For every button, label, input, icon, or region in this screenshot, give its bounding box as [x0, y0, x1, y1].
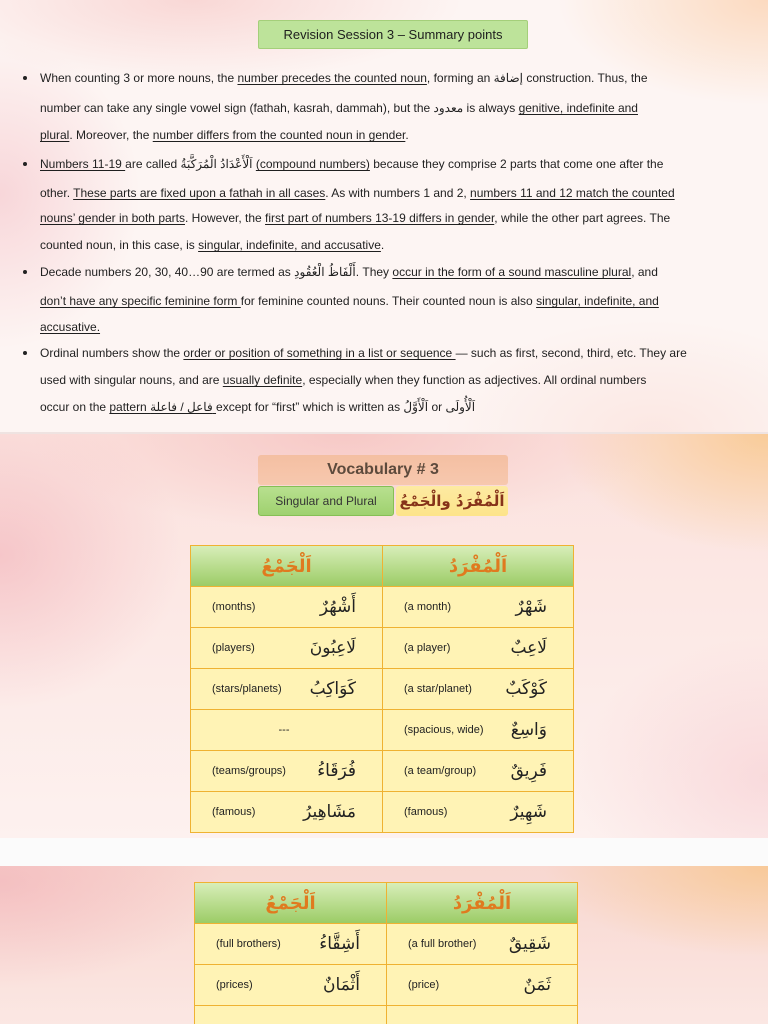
- text-run: for feminine counted nouns. Their counted noun is also: [240, 294, 537, 308]
- singular-arabic-word: فَرِيقٌ: [510, 761, 547, 781]
- singular-english-gloss: (famous): [404, 806, 448, 818]
- bullet-marker: [23, 76, 27, 80]
- underlined-phrase: usually definite: [222, 373, 303, 387]
- plural-english-gloss: (prices): [216, 979, 253, 991]
- header-singular: اَلْمُفْرَدُ: [386, 883, 577, 923]
- page-summary: [0, 0, 768, 432]
- underlined-phrase: Numbers 11-19: [40, 157, 126, 171]
- text-run: .: [405, 128, 409, 142]
- singular-arabic-word: كَوْكَبٌ: [505, 679, 547, 699]
- text-run: counted noun, in this case, is: [40, 238, 199, 252]
- bullet-marker: [23, 162, 27, 166]
- singular-cell: [386, 1006, 577, 1024]
- table-body: [191, 586, 573, 832]
- singular-cell: [382, 628, 573, 668]
- page-vocabulary: [0, 434, 768, 838]
- underlined-phrase: pattern فاعل / فاعلة: [109, 400, 217, 414]
- bullet-line: [40, 185, 675, 201]
- plural-english-gloss: (stars/planets): [212, 683, 282, 695]
- text-run: are called اَلْأَعْدَادُ الْمُرَكَّبَةُ: [125, 157, 256, 171]
- plural-english-gloss: (full brothers): [216, 938, 281, 950]
- text-run: — such as first, second, third, etc. They are: [455, 346, 687, 360]
- singular-cell: [382, 710, 573, 750]
- text-run: other.: [40, 186, 74, 200]
- bullet-line: [40, 127, 409, 143]
- plural-english-gloss: (famous): [212, 806, 256, 818]
- vocabulary-heading: Vocabulary # 3: [258, 455, 508, 485]
- bullet-line: [40, 237, 384, 253]
- plural-cell: [195, 965, 386, 1005]
- plural-cell: [195, 924, 386, 964]
- singular-english-gloss: (price): [408, 979, 440, 991]
- text-run: occur on the: [40, 400, 110, 414]
- bullet-line: [40, 372, 646, 388]
- plural-cell: [195, 1006, 386, 1024]
- bullet-line: [40, 100, 638, 116]
- table-row: [191, 586, 573, 627]
- bullet-line: [40, 210, 670, 226]
- underlined-phrase: numbers 11 and 12 match the counted: [470, 186, 675, 200]
- underlined-phrase: These parts are fixed upon a fathah in all cases: [73, 186, 326, 200]
- text-run: number can take any single vowel sign (fathah, kasrah, dammah), but the معدود is always: [40, 101, 519, 115]
- header-plural: اَلْجَمْعُ: [261, 555, 312, 577]
- text-run: Decade numbers 20, 30, 40…90 are termed as أَلْفَاظُ الْعُقُودِ. They: [40, 265, 393, 279]
- underlined-phrase: accusative.: [40, 320, 101, 334]
- plural-arabic-word: مَشَاهِيرُ: [303, 802, 356, 822]
- plural-cell: [191, 628, 382, 668]
- singular-english-gloss: (a player): [404, 642, 451, 654]
- text-run: used with singular nouns, and are: [40, 373, 223, 387]
- singular-arabic-word: لَاعِبٌ: [510, 638, 547, 658]
- plural-arabic-word: أَشِقَّاءُ: [319, 934, 360, 954]
- singular-arabic-word: شَهِيرٌ: [510, 802, 547, 822]
- underlined-phrase: genitive, indefinite and: [518, 101, 638, 115]
- plural-cell: [191, 792, 382, 832]
- singular-english-gloss: (a star/planet): [404, 683, 472, 695]
- text-run: Ordinal numbers show the: [40, 346, 184, 360]
- singular-english-gloss: (a month): [404, 601, 452, 613]
- bullet-line: [40, 399, 475, 415]
- singular-english-gloss: (a team/group): [404, 765, 477, 777]
- underlined-phrase: number differs from the counted noun in gender: [152, 128, 406, 142]
- text-run: .: [380, 238, 385, 252]
- vocabulary-table: [194, 882, 578, 1024]
- plural-english-gloss: (teams/groups): [212, 765, 286, 777]
- text-run: . However, the: [185, 211, 266, 225]
- table-row: [191, 709, 573, 750]
- plural-english-gloss: ---: [278, 724, 290, 736]
- text-run: , while the other part agrees. The: [494, 211, 671, 225]
- summary-title: Revision Session 3 – Summary points: [258, 20, 528, 49]
- plural-arabic-word: أَثْمَانٌ: [323, 975, 360, 995]
- header-plural: اَلْجَمْعُ: [265, 892, 316, 914]
- plural-arabic-word: كَوَاكِبُ: [309, 679, 356, 699]
- text-run: , and: [631, 265, 658, 279]
- vocabulary-table: [190, 545, 574, 833]
- underlined-phrase: plural: [40, 128, 70, 142]
- underlined-phrase: nouns’ gender in both parts: [40, 211, 185, 225]
- plural-arabic-word: أَشْهُرٌ: [319, 597, 356, 617]
- table-row: [195, 964, 577, 1005]
- plural-cell: [191, 751, 382, 791]
- underlined-phrase: order or position of something in a list or sequence: [183, 346, 456, 360]
- plural-english-gloss: (months): [212, 601, 256, 613]
- singular-arabic-word: ثَمَنٌ: [523, 975, 551, 995]
- plural-cell: [191, 669, 382, 709]
- table-body: [195, 923, 577, 1005]
- bullet-line: [40, 70, 648, 86]
- singular-english-gloss: (spacious, wide): [404, 724, 484, 736]
- text-run: . Moreover, the: [69, 128, 153, 142]
- singular-cell: [382, 587, 573, 627]
- singular-arabic-word: شَهْرٌ: [515, 597, 547, 617]
- bullet-line: [40, 264, 658, 280]
- plural-english-gloss: (players): [212, 642, 255, 654]
- page-vocabulary-continued: [0, 866, 768, 1024]
- table-header-row: [191, 546, 573, 586]
- plural-arabic-word: فُرَقَاءُ: [317, 761, 356, 781]
- underlined-phrase: first part of numbers 13-19 differs in gender: [265, 211, 495, 225]
- plural-arabic-word: لَاعِبُونَ: [309, 638, 356, 658]
- table-row: [195, 923, 577, 964]
- bullet-line: [40, 345, 687, 361]
- table-row: [191, 750, 573, 791]
- table-row: [191, 791, 573, 832]
- text-run: When counting 3 or more nouns, the: [40, 71, 238, 85]
- underlined-phrase: singular, indefinite, and: [536, 294, 659, 308]
- singular-arabic-word: وَاسِعٌ: [510, 720, 547, 740]
- bullet-line: [40, 293, 659, 309]
- bullet-marker: [23, 351, 27, 355]
- underlined-phrase: don’t have any specific feminine form: [40, 294, 241, 308]
- singular-cell: [386, 924, 577, 964]
- underlined-phrase: singular, indefinite, and accusative: [198, 238, 381, 252]
- table-header-row: [195, 883, 577, 923]
- singular-cell: [382, 792, 573, 832]
- text-run: because they comprise 2 parts that come one after the: [369, 157, 664, 171]
- underlined-phrase: (compound numbers): [255, 157, 370, 171]
- table-row: [191, 668, 573, 709]
- underlined-phrase: occur in the form of a sound masculine plural: [392, 265, 632, 279]
- table-row: [191, 627, 573, 668]
- singular-english-gloss: (a full brother): [408, 938, 477, 950]
- singular-arabic-word: شَقِيقٌ: [508, 934, 551, 954]
- page-gap: [0, 838, 768, 866]
- header-singular: اَلْمُفْرَدُ: [382, 546, 573, 586]
- table-row-partial: [195, 1005, 577, 1024]
- bullet-line: [40, 319, 100, 335]
- underlined-phrase: number precedes the counted noun: [237, 71, 427, 85]
- singular-cell: [382, 669, 573, 709]
- bullet-marker: [23, 270, 27, 274]
- text-run: , forming an إضافة construction. Thus, the: [426, 71, 648, 85]
- plural-cell: [191, 710, 382, 750]
- plural-cell: [191, 587, 382, 627]
- text-run: except for “first” which is written as اَلْأَوَّلُ or اَلْأُولَى: [216, 400, 476, 414]
- subtitle-english: Singular and Plural: [258, 486, 394, 516]
- subtitle-arabic: اَلْمُفْرَدُ والْجَمْعُ: [396, 486, 508, 516]
- text-run: . As with numbers 1 and 2,: [325, 186, 471, 200]
- singular-cell: [382, 751, 573, 791]
- text-run: , especially when they function as adjectives. All ordinal numbers: [302, 373, 647, 387]
- bullet-line: [40, 156, 663, 172]
- singular-cell: [386, 965, 577, 1005]
